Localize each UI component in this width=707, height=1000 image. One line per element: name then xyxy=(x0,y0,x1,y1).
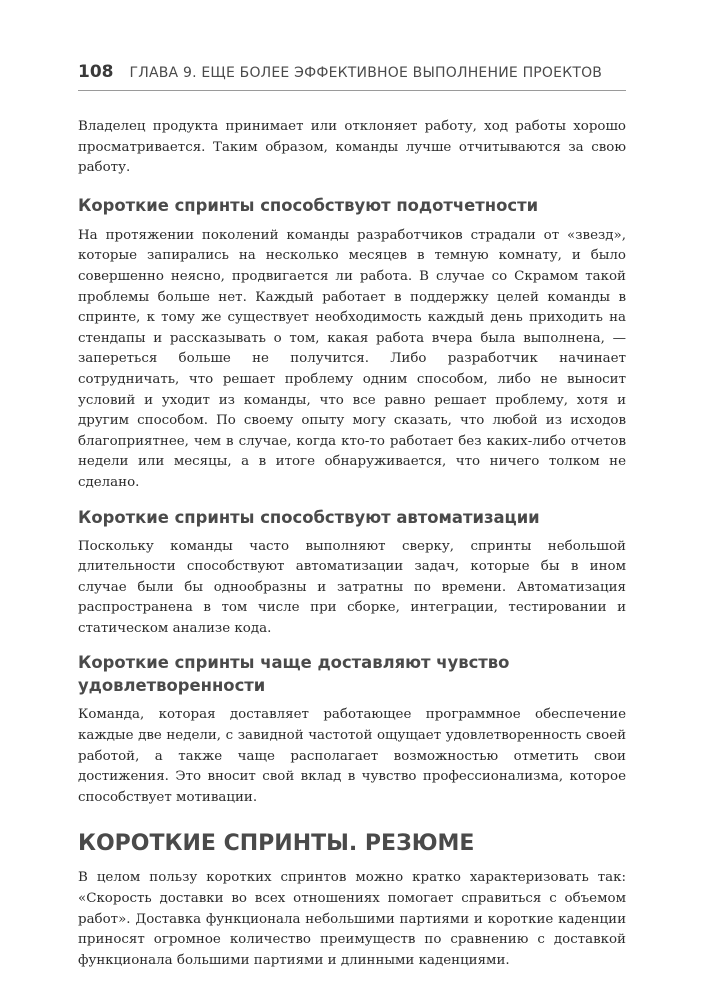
heading-satisfaction: Короткие спринты чаще доставляют чувство удовлетворенности xyxy=(78,653,510,696)
intro-paragraph: Владелец продукта принимает или отклоняет работу, ход работы хорошо просматривается. Таким образом, команды лучше отчитываются за свою работу. xyxy=(78,119,626,176)
header-rule xyxy=(78,90,626,91)
paragraph-satisfaction: Команда, которая доставляет работающее программное обеспечение каждые две недели, с завидной частотой ощущает удовлетворенность своей работой, а также чаще располагает возможностью отметить свои достижения. Это вносит свой вклад в чувство профессионализма, которое способствует мотивации. xyxy=(78,707,626,805)
heading-summary: КОРОТКИЕ СПРИНТЫ. РЕЗЮМЕ xyxy=(78,831,475,857)
paragraph-summary: В целом пользу коротких спринтов можно кратко характеризовать так: «Скорость доставки во всех отношениях помогает справиться с объемом работ». Доставка функционала небольшими партиями и короткие каденции приносят огромное количество преимуществ по сравнению с доставкой функционала большими партиями и длинными каденциями. xyxy=(78,870,626,968)
heading-accountability: Короткие спринты способствуют подотчетности xyxy=(78,195,539,215)
page-number: 108 xyxy=(78,62,114,82)
heading-automation: Короткие спринты способствуют автоматизации xyxy=(78,507,540,527)
running-head xyxy=(78,62,626,82)
paragraph-automation: Поскольку команды часто выполняют сверку, спринты небольшой длительности способствуют автоматизации задач, которые бы в ином случае были бы однообразны и затратны по времени. Автоматизация распространена в том числе при сборке, интеграции, тестировании и статическом анализе кода. xyxy=(78,538,626,636)
paragraph-accountability: На протяжении поколений команды разработчиков страдали от «звезд», которые запирались на несколько месяцев в темную комнату, и было совершенно неясно, продвигается ли работа. В случае со Скрамом такой проблемы больше нет. Каждый работает в поддержку целей команды в спринте, к тому же существует необходимость каждый день приходить на стендапы и рассказывать о том, какая работа вчера была выполнена, — запереться больше не получится. Либо разработчик начинает сотрудничать, что решает проблему одним способом, либо не выносит условий и уходит из команды, что все равно решает проблему, хотя и другим способом. По своему опыту могу сказать, что любой из исходов благоприятнее, чем в случае, когда кто-то работает без каких-либо отчетов недели или месяцы, а в итоге обнаруживается, что ничего толком не сделано. xyxy=(78,227,626,490)
chapter-title: ГЛАВА 9. ЕЩЕ БОЛЕЕ ЭФФЕКТИВНОЕ ВЫПОЛНЕНИЕ ПРОЕКТОВ xyxy=(129,65,603,81)
page-body xyxy=(78,117,626,971)
